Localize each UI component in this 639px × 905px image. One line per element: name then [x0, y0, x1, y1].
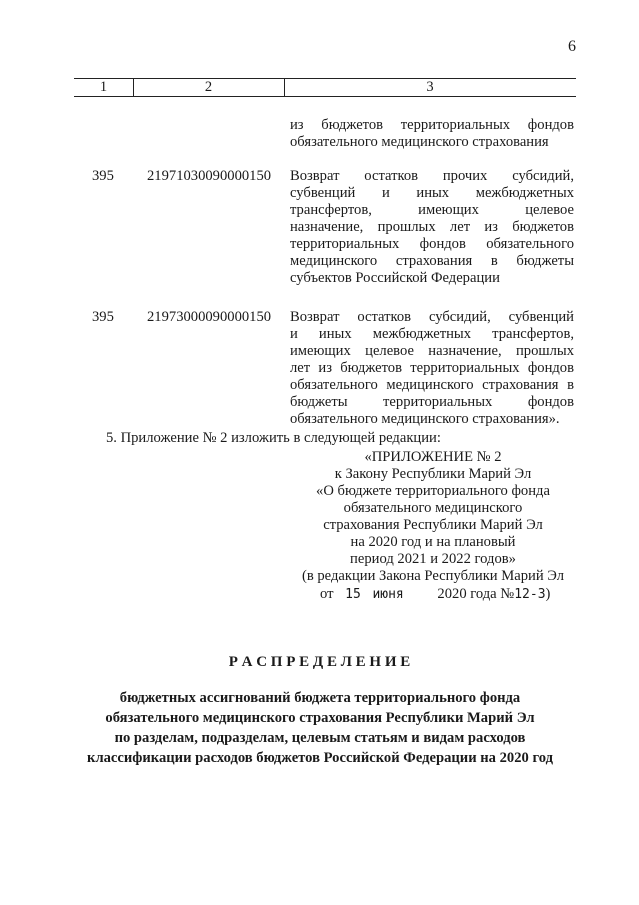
- amendment-instruction: 5. Приложение № 2 изложить в следующей редакции:: [106, 430, 441, 446]
- document-title: Р А С П Р Е Д Е Л Е Н И Е: [228, 654, 411, 670]
- row-description-line: лет из бюджетов территориальных фондов: [290, 360, 574, 376]
- row-code-2: 21973000090000150: [147, 309, 272, 325]
- row-code-1: 395: [92, 309, 114, 325]
- table-header-bottom-rule: [74, 96, 576, 97]
- page-number: 6: [568, 38, 576, 55]
- date-suffix: ): [545, 586, 551, 602]
- appendix-header-line: обязательного медицинского: [343, 500, 523, 516]
- table-header-col-1: 1: [99, 79, 108, 95]
- row-description: [290, 309, 574, 428]
- appendix-header-line: к Закону Республики Марий Эл: [334, 466, 532, 482]
- row-description-line: обязательного медицинского страхования».: [290, 411, 560, 427]
- appendix-header-line: «О бюджете территориального фонда: [316, 483, 550, 499]
- appendix-header-line: на 2020 год и на плановый: [350, 534, 516, 550]
- row-description-line: территориальных фондов обязательного: [290, 236, 574, 252]
- row-code-2: 21971030090000150: [147, 168, 272, 184]
- row-description-line: назначение, прошлых лет из бюджетов: [290, 219, 574, 235]
- date-month: июня: [372, 587, 404, 602]
- date-prefix: от: [320, 586, 334, 602]
- row-description-line: Возврат остатков прочих субсидий,: [290, 168, 574, 184]
- row-description-line: трансфертов, имеющих целевое: [290, 202, 574, 218]
- date-year: 2020 года №: [437, 586, 515, 602]
- row-description-line: имеющих целевое назначение, прошлых: [290, 343, 574, 359]
- subtitle-line: по разделам, подразделам, целевым статьям и видам расходов: [114, 730, 526, 746]
- row-description-line: и иных межбюджетных трансфертов,: [290, 326, 574, 342]
- row-description-line: бюджеты территориальных фондов: [290, 394, 574, 410]
- table-header-col-2: 2: [204, 79, 213, 95]
- row-description: [290, 168, 574, 287]
- appendix-header: [290, 449, 576, 585]
- table-row-continuation: [290, 117, 574, 151]
- row-code-1: 395: [92, 168, 114, 184]
- continuation-line: обязательного медицинского страхования: [290, 134, 549, 150]
- law-date-line: [320, 586, 580, 603]
- subtitle-line: бюджетных ассигнований бюджета территориального фонда: [119, 690, 521, 706]
- row-description-line: обязательного медицинского страхования в: [290, 377, 574, 393]
- row-description-line: субвенций и иных межбюджетных: [290, 185, 574, 201]
- row-description-line: субъектов Российской Федерации: [290, 270, 500, 286]
- row-description-line: Возврат остатков субсидий, субвенций: [290, 309, 574, 325]
- appendix-header-line: «ПРИЛОЖЕНИЕ № 2: [364, 449, 502, 465]
- appendix-header-line: страхования Республики Марий Эл: [323, 517, 543, 533]
- date-day: 15: [345, 587, 361, 602]
- row-description-line: медицинского страхования в бюджеты: [290, 253, 574, 269]
- appendix-header-line: (в редакции Закона Республики Марий Эл: [301, 568, 565, 584]
- subtitle-line: классификации расходов бюджетов Российской Федерации на 2020 год: [87, 750, 553, 766]
- subtitle-line: обязательного медицинского страхования Республики Марий Эл: [105, 710, 535, 726]
- continuation-line: из бюджетов территориальных фондов: [290, 117, 574, 133]
- appendix-header-line: период 2021 и 2022 годов»: [350, 551, 516, 567]
- document-subtitle: [40, 688, 600, 768]
- law-number: 12-З: [514, 587, 546, 602]
- table-header-col-3: 3: [426, 79, 434, 95]
